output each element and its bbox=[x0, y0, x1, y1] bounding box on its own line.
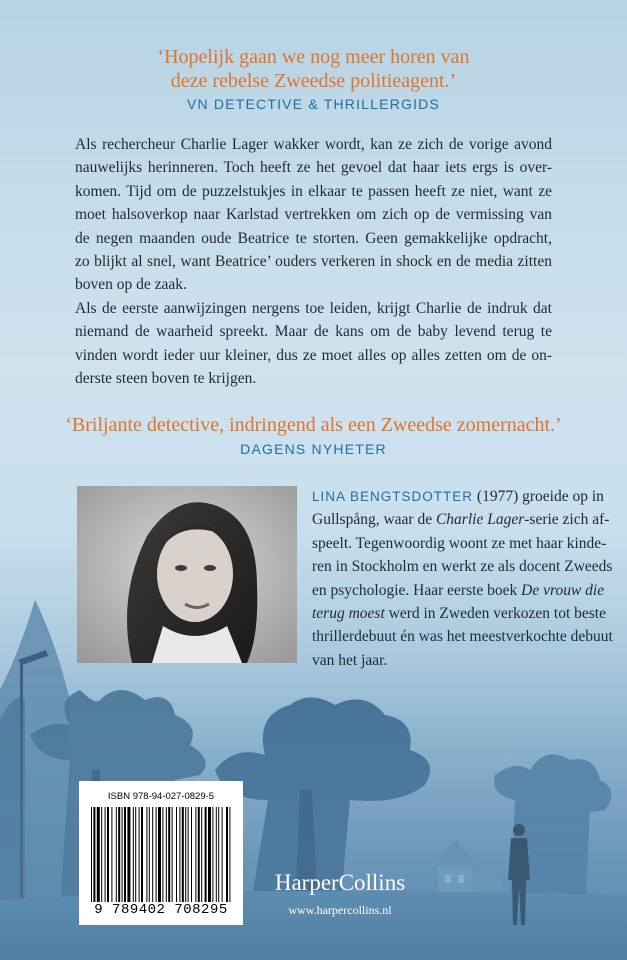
barcode-bar bbox=[201, 807, 202, 902]
barcode-bar bbox=[162, 807, 163, 902]
barcode-bar bbox=[124, 807, 126, 902]
barcode-bar bbox=[188, 807, 189, 902]
barcode-bar bbox=[158, 807, 161, 902]
bio-text: en psychologie. Haar eerste boek bbox=[312, 581, 522, 599]
bio-line: van het jaar. bbox=[312, 651, 388, 669]
review-quote-1-line-2: deze rebelse Zweedse politieagent.’ bbox=[170, 70, 457, 92]
book-title: terug moest bbox=[312, 605, 385, 623]
barcode-bar bbox=[127, 807, 130, 902]
barcode-bar bbox=[166, 807, 167, 902]
barcode-bar bbox=[133, 807, 134, 902]
bio-text: werd in Zweden verkozen tot beste bbox=[384, 605, 606, 623]
barcode-bar bbox=[116, 807, 117, 902]
bio-text: -serie zich af- bbox=[524, 511, 610, 529]
blurb-line: komen. Tijd om de puzzelstukjes in elkaar te passen heeft ze niet, want ze bbox=[75, 182, 552, 200]
blurb-paragraph-2 bbox=[75, 297, 552, 391]
barcode-bar bbox=[146, 807, 147, 902]
barcode-bar bbox=[172, 807, 173, 902]
publisher-logo: HarperCollins bbox=[274, 870, 406, 895]
barcode-bar bbox=[176, 807, 177, 902]
blurb-paragraph-1 bbox=[75, 133, 552, 297]
bio-text: Gullspång, waar de bbox=[312, 511, 436, 529]
barcode-bar bbox=[179, 807, 180, 902]
blurb-line: Als rechercheur Charlie Lager wakker wordt, kan ze zich de vorige avond bbox=[75, 136, 552, 153]
barcode-bar bbox=[168, 807, 170, 902]
barcode-bar bbox=[135, 807, 136, 902]
bio-line: ren in Stockholm en werkt ze als docent Zweeds bbox=[312, 558, 613, 576]
blurb-line: zo blijkt al snel, want Beatrice’ ouders verkeren in shock en de media zitten bbox=[75, 253, 552, 271]
barcode-bars bbox=[91, 807, 231, 902]
bio-line: speelt. Tegenwoordig woont ze met haar kinde- bbox=[312, 534, 607, 552]
barcode-bar bbox=[218, 807, 219, 902]
barcode-bar bbox=[216, 807, 217, 902]
blurb-line: moet halsoverkop naar Karlstad vertrekken om zich op de vermissing van bbox=[75, 206, 552, 224]
barcode-bar bbox=[141, 807, 143, 902]
book-title: De vrouw die bbox=[521, 581, 605, 599]
author-year: (1977) groeide op in bbox=[476, 488, 604, 505]
bio-line bbox=[312, 602, 606, 625]
blurb-line: nauwelijks herinneren. Toch heeft ze het gevoel dat haar iets ergs is over- bbox=[75, 159, 552, 177]
blurb-line: niemand de waarheid spreekt. Maar de kans om de baby levend terug te bbox=[75, 323, 552, 341]
publisher-website: www.harpercollins.nl bbox=[288, 903, 392, 917]
barcode-bar bbox=[226, 807, 228, 902]
barcode-bar bbox=[105, 807, 106, 902]
barcode-bar bbox=[212, 807, 213, 902]
bio-line: thrillerdebuut én was het meestverkochte debuut bbox=[312, 628, 613, 646]
blurb-line: de negen maanden oude Beatrice te storten. Geen gemakkelijke opdracht, bbox=[75, 229, 552, 247]
barcode-bar bbox=[182, 807, 184, 902]
barcode-bar bbox=[122, 807, 123, 902]
barcode bbox=[79, 781, 243, 925]
author-photo bbox=[77, 486, 297, 663]
barcode-bar bbox=[149, 807, 150, 902]
blurb-line: derste steen boven te krijgen. bbox=[75, 370, 257, 388]
barcode-bar bbox=[93, 807, 95, 902]
barcode-bar bbox=[222, 807, 223, 902]
barcode-bar bbox=[198, 807, 200, 902]
barcode-bar bbox=[205, 807, 207, 902]
barcode-bar bbox=[107, 807, 109, 902]
barcode-bar bbox=[208, 807, 211, 902]
blurb-line: Als de eerste aanwijzingen nergens toe leiden, krijgt Charlie de indruk dat bbox=[75, 300, 552, 317]
isbn-label: ISBN 978-94-027-0829-5 bbox=[107, 791, 215, 802]
barcode-bar bbox=[156, 807, 157, 902]
series-name: Charlie Lager bbox=[435, 511, 525, 529]
review-quote-1-line-1: ‘Hopelijk gaan we nog meer horen van bbox=[157, 46, 470, 68]
author-name: LINA BENGTSDOTTER bbox=[312, 489, 474, 504]
barcode-bar bbox=[152, 807, 153, 902]
barcode-bar bbox=[118, 807, 120, 902]
barcode-bar bbox=[229, 807, 230, 902]
bio-line bbox=[312, 508, 610, 531]
review-source-1: VN DETECTIVE & THRILLERGIDS bbox=[186, 96, 441, 112]
bio-line bbox=[312, 485, 604, 508]
review-quote-2: ‘Briljante detective, indringend als een Zweedse zomernacht.’ bbox=[65, 414, 562, 436]
bio-line bbox=[312, 579, 605, 602]
barcode-bar bbox=[101, 807, 102, 902]
barcode-bar bbox=[185, 807, 186, 902]
barcode-bar bbox=[191, 807, 192, 902]
review-source-2: DAGENS NYHETER bbox=[240, 441, 387, 457]
barcode-bar bbox=[139, 807, 140, 902]
ean-digits: 9 789402 708295 bbox=[94, 902, 228, 918]
author-bio bbox=[312, 485, 613, 672]
barcode-bar bbox=[195, 807, 196, 902]
barcode-bar bbox=[91, 807, 92, 902]
blurb-line: boven op de zaak. bbox=[75, 276, 187, 294]
barcode-bar bbox=[97, 807, 100, 902]
blurb-line: vinden wordt ieder uur kleiner, dus ze moet alles op alles zetten om de on- bbox=[75, 346, 552, 364]
barcode-bar bbox=[111, 807, 112, 902]
